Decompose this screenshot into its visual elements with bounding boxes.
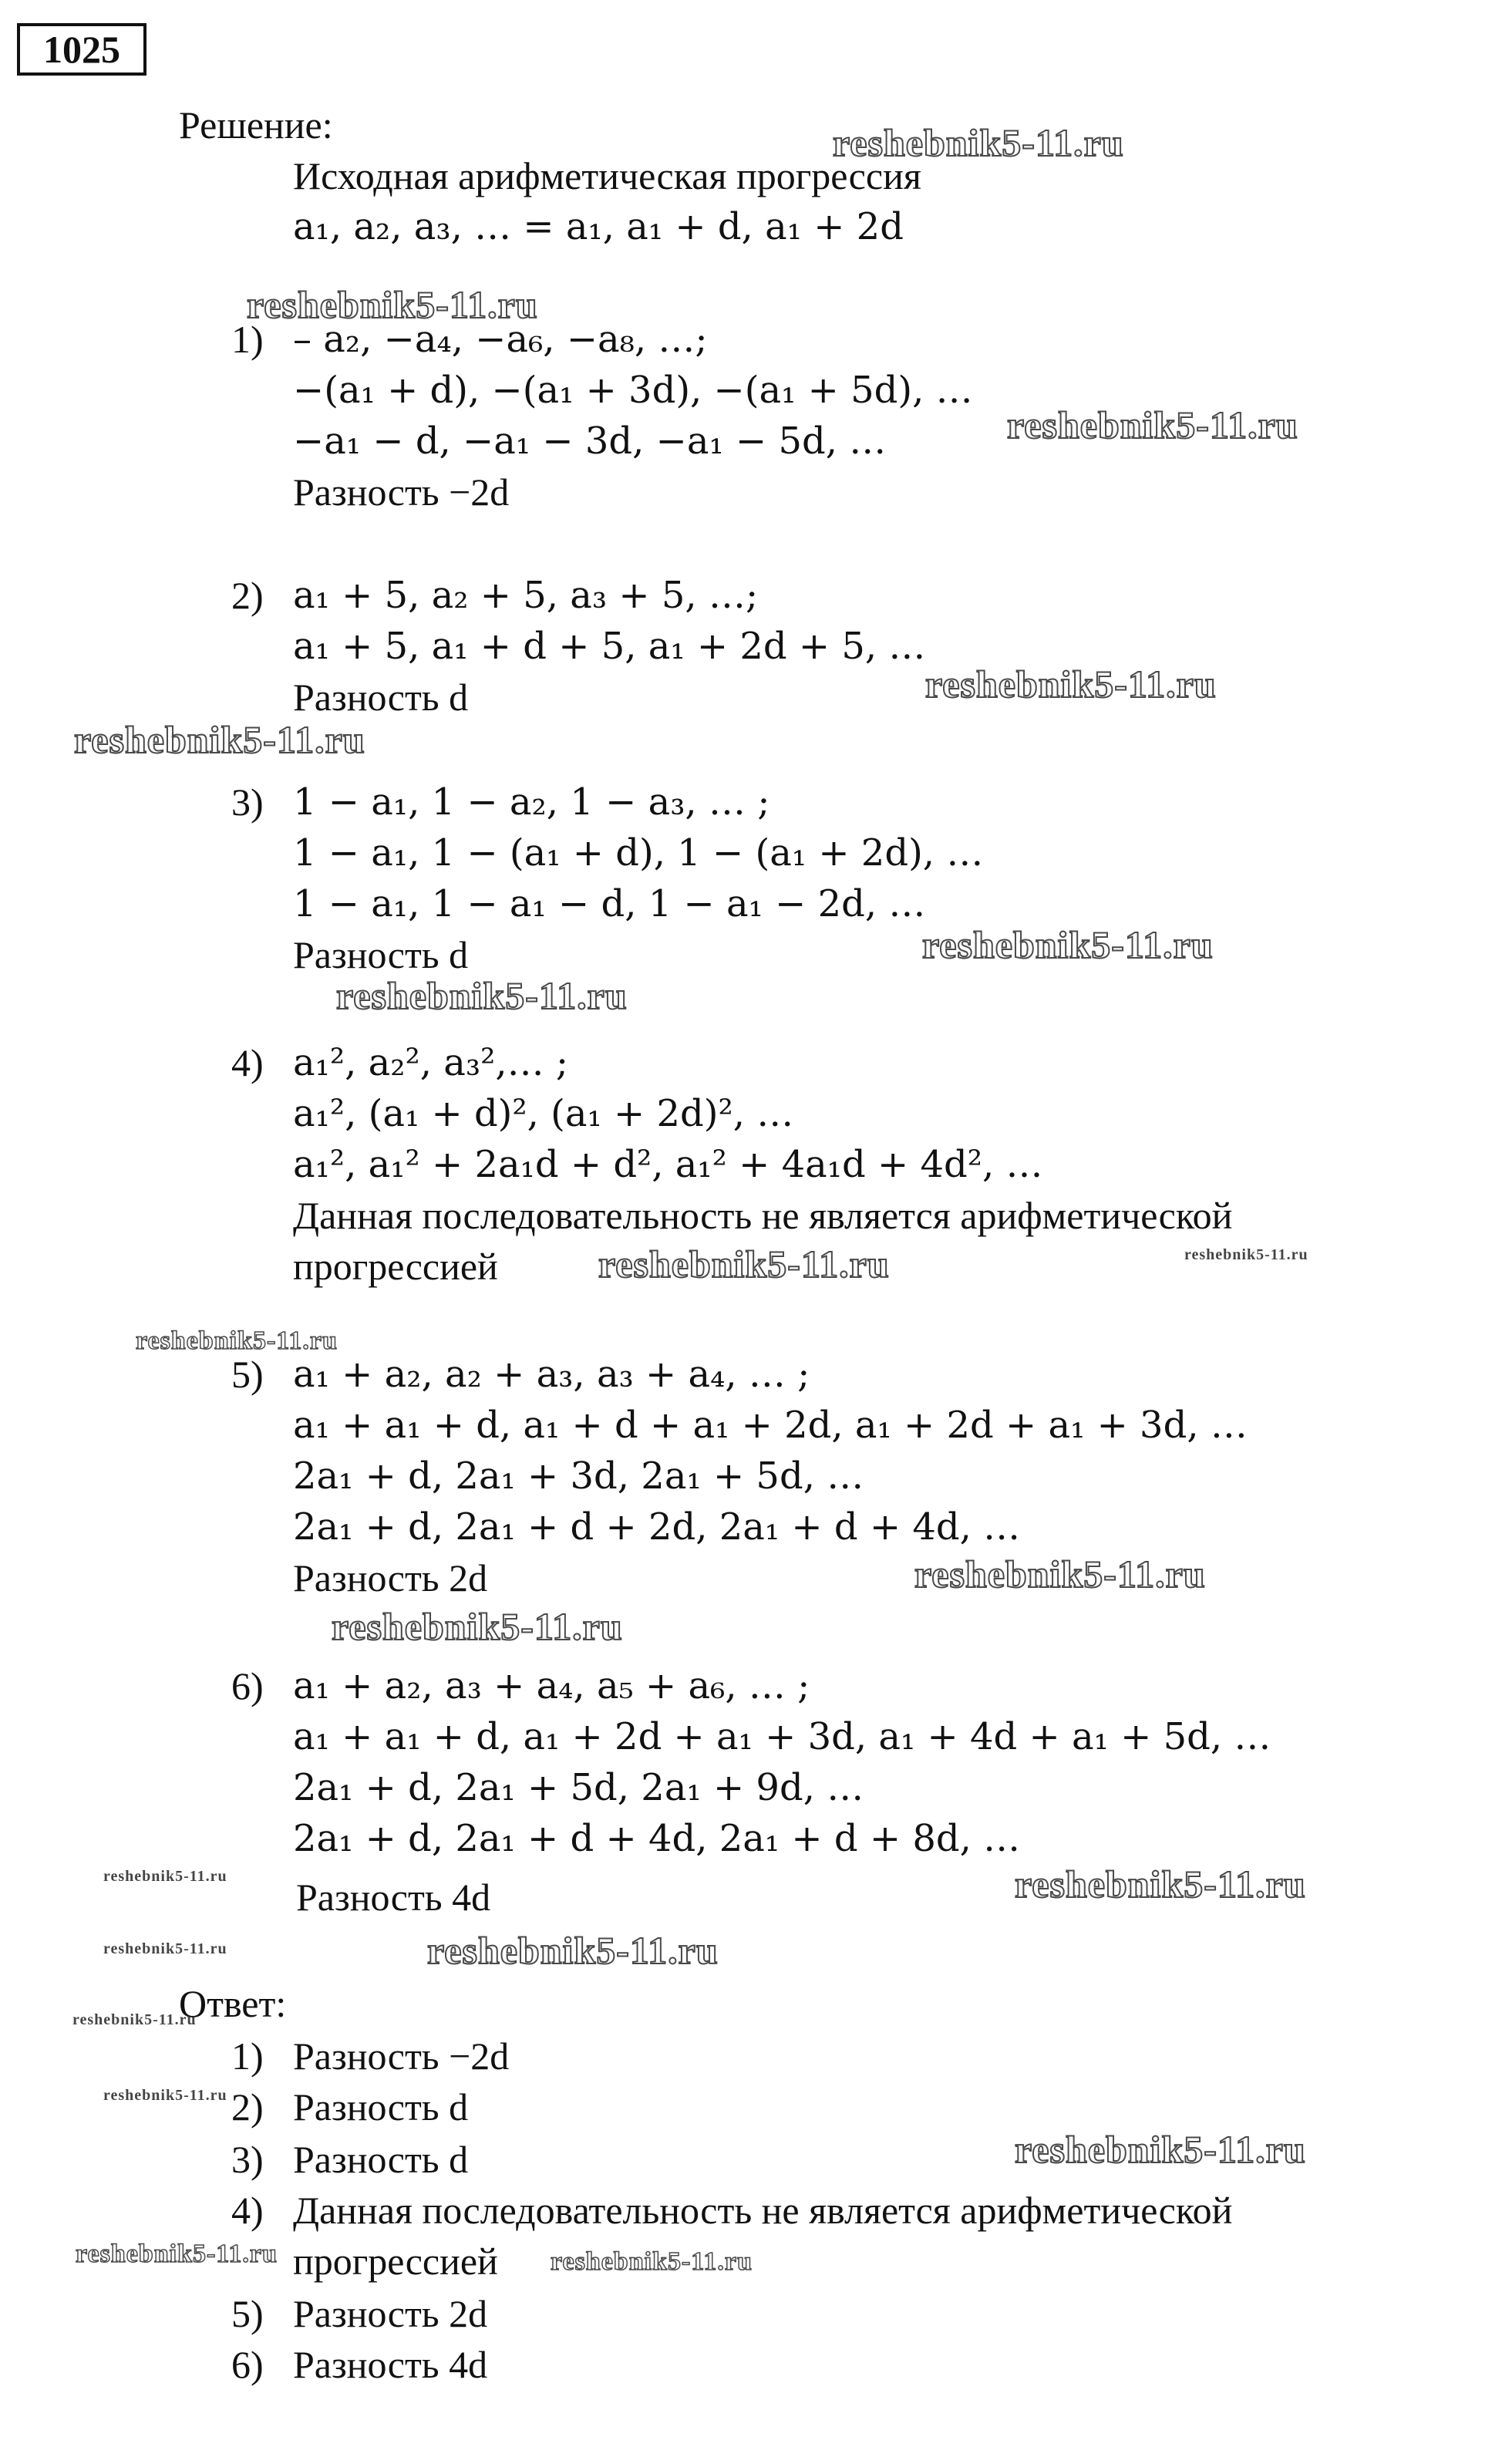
item-result: Разность 4d <box>296 1876 491 1919</box>
problem-number: 1025 <box>17 23 146 76</box>
item-line: a₁ + a₂, a₂ + a₃, a₃ + a₄, … ; <box>293 1353 810 1396</box>
answer-line: Разность −2d <box>293 2034 510 2078</box>
item-result: Разность −2d <box>293 470 510 514</box>
item-line: −(a₁ + d), −(a₁ + 3d), −(a₁ + 5d), … <box>293 369 973 412</box>
item-number: 1) <box>231 318 264 361</box>
watermark: reshebnik5-11.ru <box>1184 1246 1308 1263</box>
item-number: 4) <box>231 1041 264 1084</box>
item-line: 2a₁ + d, 2a₁ + d + 4d, 2a₁ + d + 8d, … <box>293 1817 1021 1860</box>
item-line: a₁², a₂², a₃²,… ; <box>293 1041 569 1084</box>
watermark: reshebnik5-11.ru <box>922 923 1214 966</box>
answer-number: 1) <box>231 2034 264 2078</box>
item-line: – a₂, −a₄, −a₆, −a₈, …; <box>293 318 708 361</box>
answer-line: Разность d <box>293 2085 469 2129</box>
watermark: reshebnik5-11.ru <box>551 2247 753 2276</box>
watermark: reshebnik5-11.ru <box>74 718 365 761</box>
watermark: reshebnik5-11.ru <box>336 974 628 1017</box>
watermark: reshebnik5-11.ru <box>833 121 1124 164</box>
watermark: reshebnik5-11.ru <box>247 283 538 326</box>
item-result: Разность 2d <box>293 1556 488 1599</box>
item-line: 2a₁ + d, 2a₁ + d + 2d, 2a₁ + d + 4d, … <box>293 1505 1021 1549</box>
item-number: 6) <box>231 1664 264 1707</box>
item-line: 1 − a₁, 1 − (a₁ + d), 1 − (a₁ + 2d), … <box>293 831 984 875</box>
answer-heading: Ответ: <box>179 1982 287 2025</box>
item-result: Разность d <box>293 676 469 719</box>
item-result: Данная последовательность не является арифметической <box>293 1194 1233 1237</box>
item-result: прогрессией <box>293 1245 498 1288</box>
item-line: 2a₁ + d, 2a₁ + 5d, 2a₁ + 9d, … <box>293 1766 864 1809</box>
watermark: reshebnik5-11.ru <box>1015 2128 1306 2171</box>
item-line: 2a₁ + d, 2a₁ + 3d, 2a₁ + 5d, … <box>293 1454 864 1498</box>
answer-number: 5) <box>231 2292 264 2335</box>
answer-number: 3) <box>231 2138 264 2181</box>
answer-number: 2) <box>231 2085 264 2129</box>
item-line: −a₁ − d, −a₁ − 3d, −a₁ − 5d, … <box>293 420 887 463</box>
watermark: reshebnik5-11.ru <box>76 2240 278 2268</box>
watermark: reshebnik5-11.ru <box>103 1868 227 1885</box>
answer-line: прогрессией <box>293 2240 498 2283</box>
watermark: reshebnik5-11.ru <box>914 1552 1206 1596</box>
item-number: 3) <box>231 780 264 824</box>
item-line: a₁², (a₁ + d)², (a₁ + 2d)², … <box>293 1092 794 1135</box>
item-line: a₁ + 5, a₂ + 5, a₃ + 5, …; <box>293 574 759 617</box>
watermark: reshebnik5-11.ru <box>427 1929 719 1972</box>
item-line: 1 − a₁, 1 − a₁ − d, 1 − a₁ − 2d, … <box>293 882 926 925</box>
answer-line: Разность 2d <box>293 2292 488 2335</box>
item-line: a₁², a₁² + 2a₁d + d², a₁² + 4a₁d + 4d², … <box>293 1143 1043 1186</box>
watermark: reshebnik5-11.ru <box>332 1605 623 1648</box>
solution-heading: Решение: <box>179 103 333 147</box>
item-line: a₁ + a₁ + d, a₁ + 2d + a₁ + 3d, a₁ + 4d + a₁ + 5d, … <box>293 1715 1271 1758</box>
item-line: a₁ + a₂, a₃ + a₄, a₅ + a₆, … ; <box>293 1664 810 1707</box>
watermark: reshebnik5-11.ru <box>1015 1862 1306 1906</box>
item-line: a₁ + a₁ + d, a₁ + d + a₁ + 2d, a₁ + 2d + a₁ + 3d, … <box>293 1404 1248 1447</box>
watermark: reshebnik5-11.ru <box>103 2087 227 2104</box>
intro-line: Исходная арифметическая прогрессия <box>293 154 921 197</box>
watermark: reshebnik5-11.ru <box>136 1326 338 1355</box>
watermark: reshebnik5-11.ru <box>925 662 1217 706</box>
answer-line: Данная последовательность не является арифметической <box>293 2189 1233 2232</box>
item-result: Разность d <box>293 933 469 976</box>
watermark: reshebnik5-11.ru <box>103 1940 227 1957</box>
item-line: 1 − a₁, 1 − a₂, 1 − a₃, … ; <box>293 780 770 824</box>
answer-number: 6) <box>231 2343 264 2386</box>
answer-line: Разность 4d <box>293 2343 488 2386</box>
item-number: 5) <box>231 1353 264 1396</box>
item-number: 2) <box>231 574 264 617</box>
watermark: reshebnik5-11.ru <box>72 2011 197 2028</box>
intro-formula: a₁, a₂, a₃, … = a₁, a₁ + d, a₁ + 2d <box>293 205 904 248</box>
watermark: reshebnik5-11.ru <box>1007 403 1298 447</box>
watermark: reshebnik5-11.ru <box>598 1242 890 1286</box>
item-line: a₁ + 5, a₁ + d + 5, a₁ + 2d + 5, … <box>293 625 926 668</box>
answer-number: 4) <box>231 2189 264 2232</box>
answer-line: Разность d <box>293 2138 469 2181</box>
